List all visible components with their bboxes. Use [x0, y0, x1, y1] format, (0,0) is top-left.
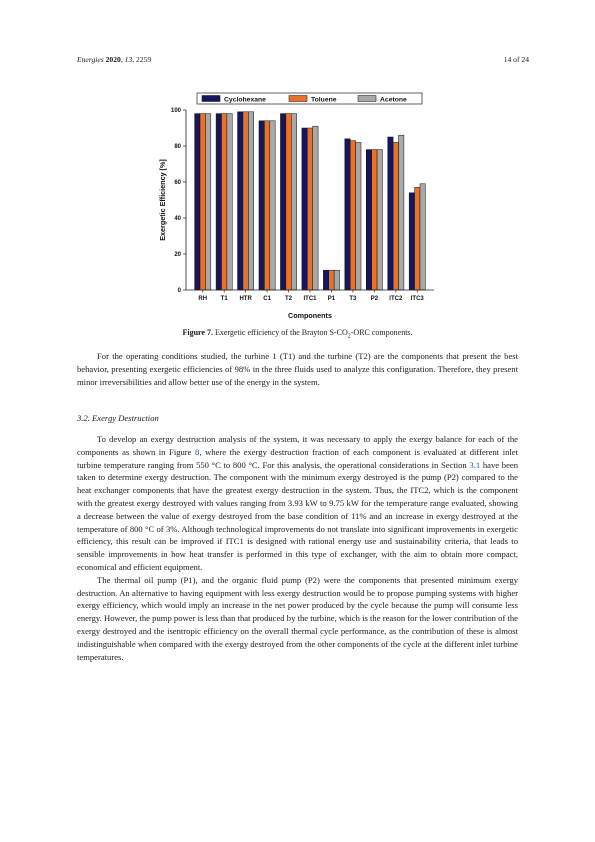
paragraph: For the operating conditions studied, the turbine 1 (T1) and the turbine (T2) are the components that present the best behavior, presenting exergetic efficiencies of 98% in the three fluids used to analyze this configuration. Therefore, they present minor irreversibilities and allow better use of the energy in the system. — [77, 351, 518, 387]
bar-c1-acetone — [270, 121, 275, 290]
bar-rh-cyclohexane — [195, 114, 200, 290]
bar-rh-toluene — [200, 114, 205, 290]
bar-t2-cyclohexane — [280, 114, 285, 290]
y-tick-label: 80 — [174, 144, 181, 151]
legend-label-cyclohexane: Cyclohexane — [224, 96, 266, 104]
paragraph-text: To develop an exergy destruction analysis of the system, it was necessary to apply the exergy balance for each of the components as shown in Figure — [77, 434, 518, 457]
bar-itc2-toluene — [393, 142, 398, 290]
legend-label-acetone: Acetone — [380, 96, 407, 104]
figure-caption-text-end: -ORC components. — [350, 328, 413, 337]
x-tick-label: ITC2 — [389, 296, 403, 302]
bar-rh-acetone — [205, 114, 210, 290]
y-tick-label: 100 — [170, 108, 181, 115]
figure-caption — [0, 328, 595, 340]
figure-label: Figure 7. — [182, 328, 213, 337]
bar-t1-acetone — [227, 114, 232, 290]
bar-t3-toluene — [350, 141, 355, 290]
x-tick-label: T1 — [220, 296, 228, 302]
body-text-block-2 — [77, 433, 518, 663]
section-heading — [77, 413, 159, 423]
bar-t1-cyclohexane — [216, 114, 221, 290]
running-header-citation: Energies 2020, 13, 2259 — [77, 55, 152, 64]
bar-itc1-cyclohexane — [302, 128, 307, 290]
x-axis-label: Components — [288, 311, 332, 320]
legend-swatch-toluene — [289, 96, 307, 102]
paragraph-text: have been taken to determine exergy destruction. The component with the minimum exergy destroyed is the pump (P2) compared to the heat exchanger components that have the greatest exergy destruction in the system. Thus, the ITC2, which is the component with the greatest exergy destroyed with values ranging from 3.93 kW to 9.75 kW for the temperature range evaluated, showing a decrease between the value of exergy destroyed from the base condition of 11% and an increase in exergy destroyed at the temperature of 800 °C of 3%. Although technological improvements do not translate into significant improvements in exergetic efficiency, this result can be improved if ITC1 is designed with rational energy use and sustainability criteria, that leads to sensible improvements in how heat transfer is performed in this type of exchanger, with the aim to obtain more compact, economical and efficient equipment. — [77, 459, 518, 572]
bar-t3-acetone — [356, 142, 361, 290]
section-3-1-link[interactable]: 3.1 — [469, 459, 481, 470]
x-tick-label: T2 — [285, 296, 293, 302]
figure-8-link[interactable]: 8 — [195, 446, 200, 457]
bar-t1-toluene — [221, 114, 226, 290]
paragraph: The thermal oil pump (P1), and the organic fluid pump (P2) were the components that presented minimum exergy destruction. An alternative to having equipment with less exergy destruction would be to propose pumping systems with higher exergy efficiency, which would imply an increase in the net power produced by the cycle because the pump will consume less energy. However, the pump power is less than that produced by the turbine, which is the reason for the lower contribution of the exergy destroyed and the isentropic efficiency on the overall thermal cycle performance, as the contribution of these is almost indistinguishable when compared with the exergy destroyed from the other components of the cycle at the different inlet turbine temperatures. — [77, 574, 518, 662]
paragraph — [77, 433, 518, 574]
body-text-block-1 — [77, 350, 518, 388]
section-number: 3.2. — [77, 413, 90, 423]
section-title: Exergy Destruction — [92, 413, 159, 423]
legend-swatch-cyclohexane — [202, 96, 220, 102]
x-tick-label: HTR — [239, 296, 252, 302]
x-tick-label: C1 — [263, 296, 271, 302]
y-tick-label: 20 — [174, 252, 181, 259]
bar-htr-cyclohexane — [238, 112, 243, 290]
bar-htr-toluene — [243, 112, 248, 290]
article-number: 2259 — [136, 55, 152, 64]
bar-p2-cyclohexane — [366, 150, 371, 290]
paragraph-text: , where the exergy destruction fraction of each component is evaluated at different inlet turbine temperature ranging from 550 °C to 800 °C. For this analysis, the operational considerations in Section — [77, 446, 518, 470]
bar-itc3-acetone — [420, 184, 425, 290]
x-tick-label: P2 — [370, 296, 379, 302]
bar-itc1-toluene — [307, 128, 312, 290]
plot-area — [171, 108, 425, 302]
bar-p1-toluene — [329, 270, 334, 290]
y-tick-label: 60 — [174, 180, 181, 187]
y-tick-label: 40 — [174, 216, 181, 223]
page-number: 14 of 24 — [503, 55, 529, 64]
bar-htr-acetone — [248, 112, 253, 290]
bar-t2-acetone — [291, 114, 296, 290]
legend-swatch-acetone — [358, 96, 376, 102]
journal-volume: 13 — [124, 55, 133, 64]
journal-year: 2020 — [105, 55, 121, 64]
bar-t2-toluene — [286, 114, 291, 290]
journal-name: Energies — [77, 55, 104, 64]
bar-t3-cyclohexane — [345, 139, 350, 290]
x-tick-label: T3 — [349, 296, 357, 302]
bar-itc2-cyclohexane — [388, 137, 393, 290]
bar-c1-toluene — [264, 121, 269, 290]
figure-caption-subscript: 2 — [347, 333, 351, 340]
legend-label-toluene: Toluene — [311, 96, 337, 104]
bar-p2-toluene — [372, 150, 377, 290]
x-tick-label: P1 — [327, 296, 336, 302]
y-axis-label: Exergetic Efficiency [%] — [158, 159, 167, 241]
bar-itc2-acetone — [399, 135, 404, 290]
figure-caption-text: Exergetic efficiency of the Brayton S-CO — [214, 328, 348, 337]
bar-itc3-toluene — [415, 187, 420, 290]
bar-p1-acetone — [334, 270, 339, 290]
bar-p1-cyclohexane — [323, 270, 328, 290]
bar-itc3-cyclohexane — [409, 193, 414, 290]
x-tick-label: RH — [198, 296, 208, 302]
x-tick-label: ITC1 — [303, 296, 317, 302]
bar-p2-acetone — [377, 150, 382, 290]
bar-itc1-acetone — [313, 126, 318, 290]
chart-legend — [197, 93, 422, 104]
y-tick-label: 0 — [177, 288, 181, 295]
x-tick-label: ITC3 — [410, 296, 424, 302]
bar-c1-cyclohexane — [259, 121, 264, 290]
exergetic-efficiency-bar-chart — [150, 86, 440, 322]
